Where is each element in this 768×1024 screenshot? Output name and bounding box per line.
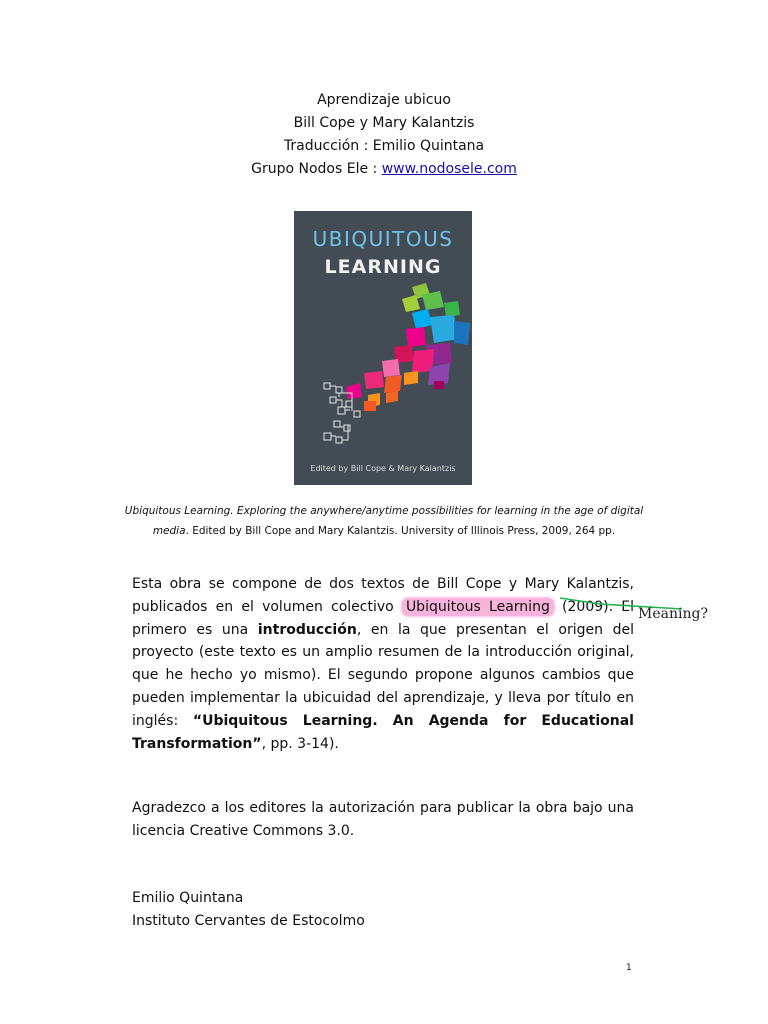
signature-institution: Instituto Cervantes de Estocolmo [132,912,365,929]
document-translation: Traducción : Emilio Quintana [283,138,485,154]
cover-tile [430,315,458,343]
cover-title-line2: LEARNING [324,256,442,278]
cover-tile [434,381,444,389]
document-header [0,89,768,181]
group-prefix: Grupo Nodos Ele : [251,161,382,177]
caption-rest: . Edited by Bill Cope and Mary Kalantzis. University of Illinois Press, 2009, 264 pp. [185,525,616,537]
cover-tile [364,371,384,389]
signature-name: Emilio Quintana [132,890,244,906]
cover-title-line1: UBIQUITOUS [312,227,454,251]
cover-tile [364,401,376,411]
cover-tile [406,327,426,347]
book-cover-image [294,211,472,485]
signature [132,887,365,933]
para1-text-3: , en la que presentan el origen del proyecto (este texto es un amplio resumen de la introducción original, que he hecho yo mismo). El segundo propone algunos cambios que pueden implementar la ubicuidad del aprendizaje, y lleva por título en inglés: [132,621,634,729]
cover-tile [386,391,398,403]
para1-bold-title: “Ubiquitous Learning. An Agenda for Educational Transformation” [132,712,634,752]
para1-text-2: (2009). El primero es una [132,598,634,638]
cover-tile [412,309,432,329]
cover-circuit-square [338,407,345,414]
cover-tile [444,301,460,317]
cover-tile [346,383,362,399]
cover-circuit-square [330,397,336,403]
cover-circuit-square [336,437,342,443]
highlighted-book-title[interactable]: Ubiquitous Learning [402,598,554,616]
para1-text-4: , pp. 3-14). [261,735,339,752]
cover-circuit-square [324,433,331,440]
document-group [0,158,768,181]
cover-caption [120,501,648,541]
cover-tile [384,375,402,393]
para1-bold-introduccion: introducción [257,621,357,638]
cover-graphic [294,211,472,485]
thanks-paragraph: Agradezco a los editores la autorización para publicar la obra bajo una licencia Creative Commons 3.0. [132,800,634,839]
cover-circuit-square [344,425,350,431]
cover-circuit-square [334,421,340,427]
para1-text-1: Esta obra se compone de dos textos de Bill Cope y Mary Kalantzis, publicados en el volumen colectivo [132,576,634,615]
document-title: Aprendizaje ubicuo [317,92,451,108]
cover-circuit-square [354,411,360,417]
intro-paragraph [132,573,634,755]
group-link[interactable]: www.nodosele.com [381,161,517,177]
cover-circuit-square [336,387,342,393]
document-authors: Bill Cope y Mary Kalantzis [293,115,475,131]
cover-tile [404,371,418,385]
annotation-note[interactable]: Meaning? [638,606,708,622]
cover-tile [454,321,470,345]
page-number: 1 [626,963,632,973]
cover-tile [382,359,400,377]
cover-circuit-square [346,401,352,407]
cover-circuit-square [324,383,330,389]
cover-editors: Edited by Bill Cope & Mary Kalantzis [310,464,456,473]
caption-italic: Ubiquitous Learning. Exploring the anywhere/anytime possibilities for learning in the age of digital media [124,505,644,537]
